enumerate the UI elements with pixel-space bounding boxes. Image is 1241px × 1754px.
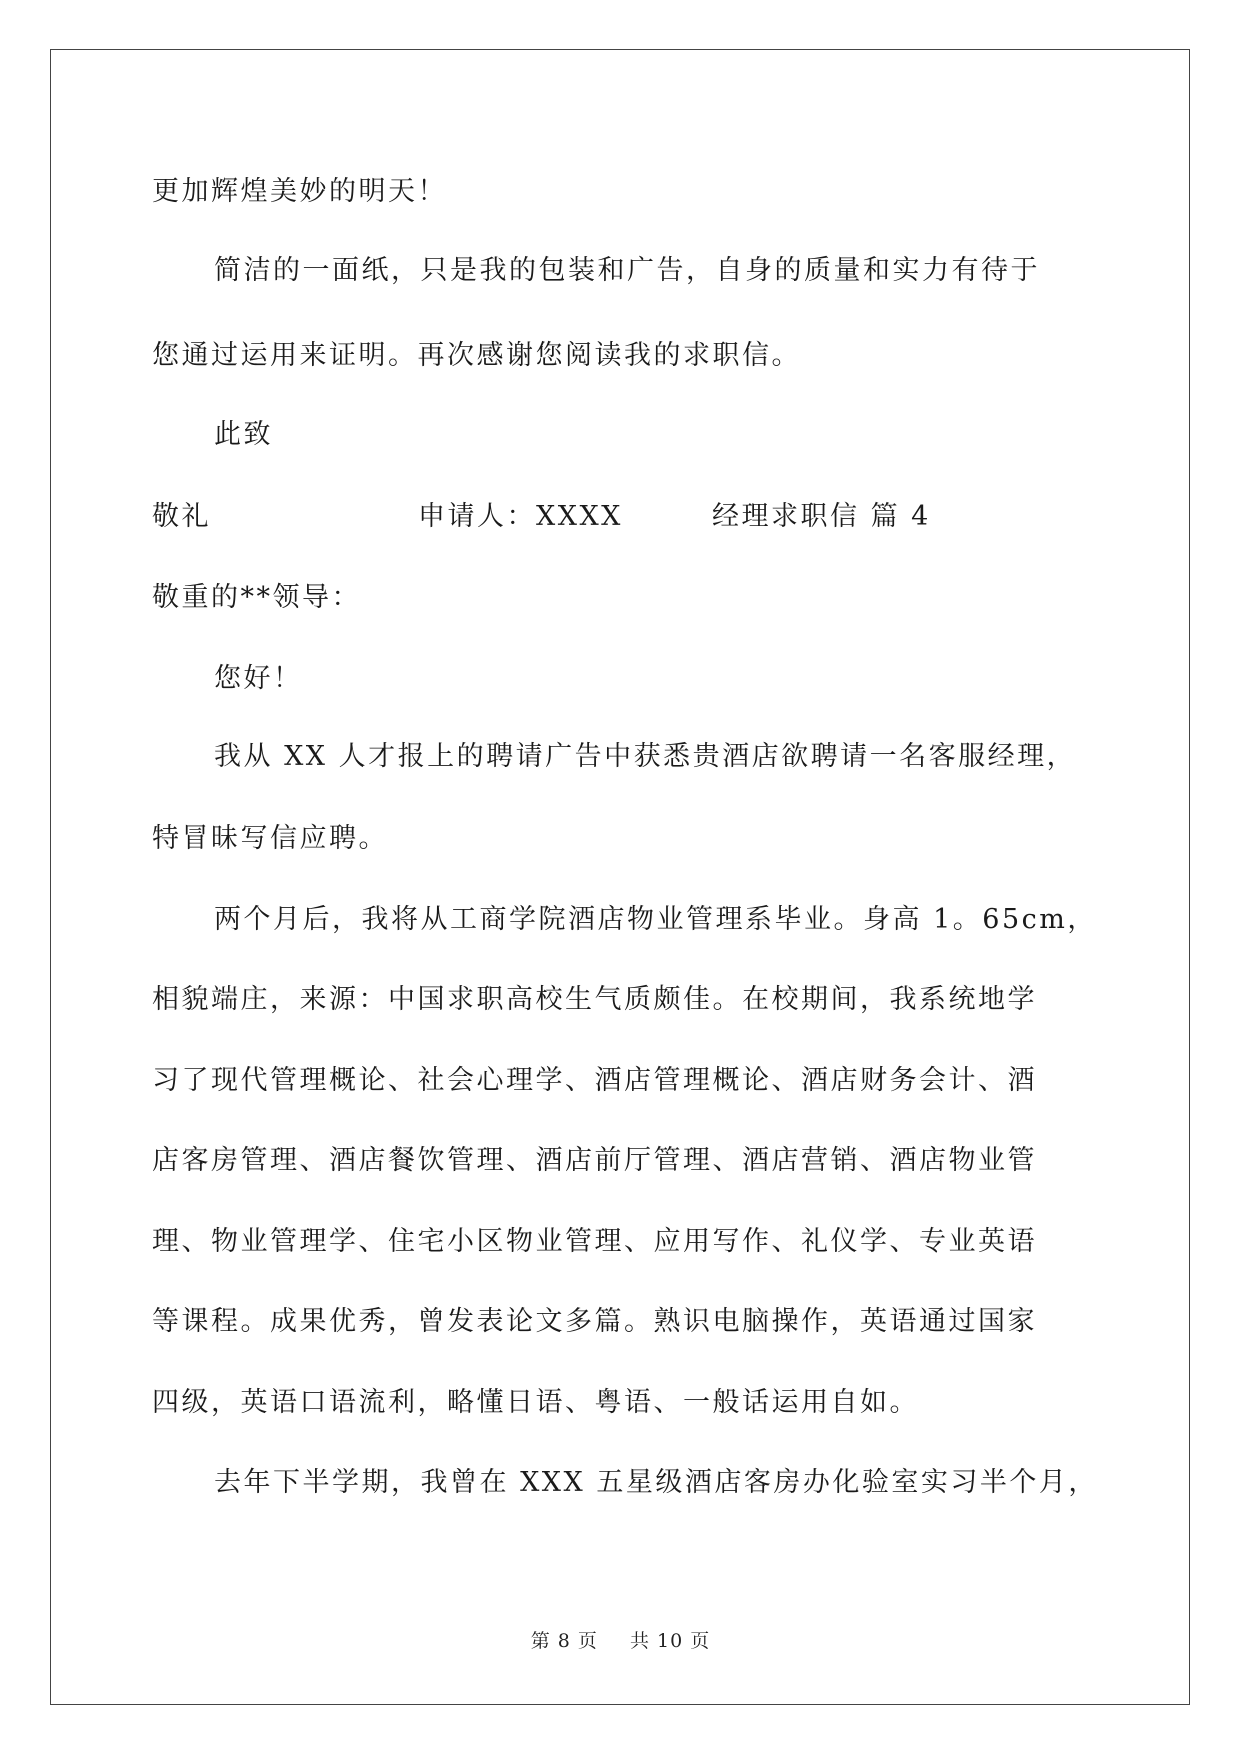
text-line: 敬礼 (152, 501, 211, 532)
text-line: 您通过运用来证明。再次感谢您阅读我的求职信。 (152, 340, 801, 371)
text-line: 您好！ (214, 663, 303, 694)
section-heading: 经理求职信 篇 4 (712, 501, 931, 532)
applicant-line: 申请人：XXXX (418, 501, 623, 532)
text-line: 习了现代管理概论、社会心理学、酒店管理概论、酒店财务会计、酒 (152, 1065, 1037, 1096)
text-line: 更加辉煌美妙的明天！ (152, 176, 447, 207)
text-line: 特冒昧写信应聘。 (152, 823, 388, 854)
text-line: 我从 XX 人才报上的聘请广告中获悉贵酒店欲聘请一名客服经理， (214, 741, 1077, 772)
text-line: 等课程。成果优秀，曾发表论文多篇。熟识电脑操作，英语通过国家 (152, 1306, 1037, 1337)
page-border (50, 49, 1190, 1705)
text-line: 此致 (214, 419, 273, 450)
text-line: 相貌端庄，来源：中国求职高校生气质颇佳。在校期间，我系统地学 (152, 984, 1037, 1015)
page-number: 第 8 页 (530, 1630, 598, 1652)
text-line: 店客房管理、酒店餐饮管理、酒店前厅管理、酒店营销、酒店物业管 (152, 1145, 1037, 1176)
text-line: 敬重的**领导： (152, 582, 361, 613)
page-total: 共 10 页 (630, 1630, 711, 1652)
text-line: 简洁的一面纸，只是我的包装和广告，自身的质量和实力有待于 (214, 255, 1040, 286)
text-line: 理、物业管理学、住宅小区物业管理、应用写作、礼仪学、专业英语 (152, 1226, 1037, 1257)
page-footer (0, 1626, 1241, 1653)
text-line: 四级，英语口语流利，略懂日语、粤语、一般话运用自如。 (152, 1387, 919, 1418)
text-line: 去年下半学期，我曾在 XXX 五星级酒店客房办化验室实习半个月， (214, 1467, 1098, 1498)
text-line: 两个月后，我将从工商学院酒店物业管理系毕业。身高 1。65cm， (214, 904, 1097, 935)
